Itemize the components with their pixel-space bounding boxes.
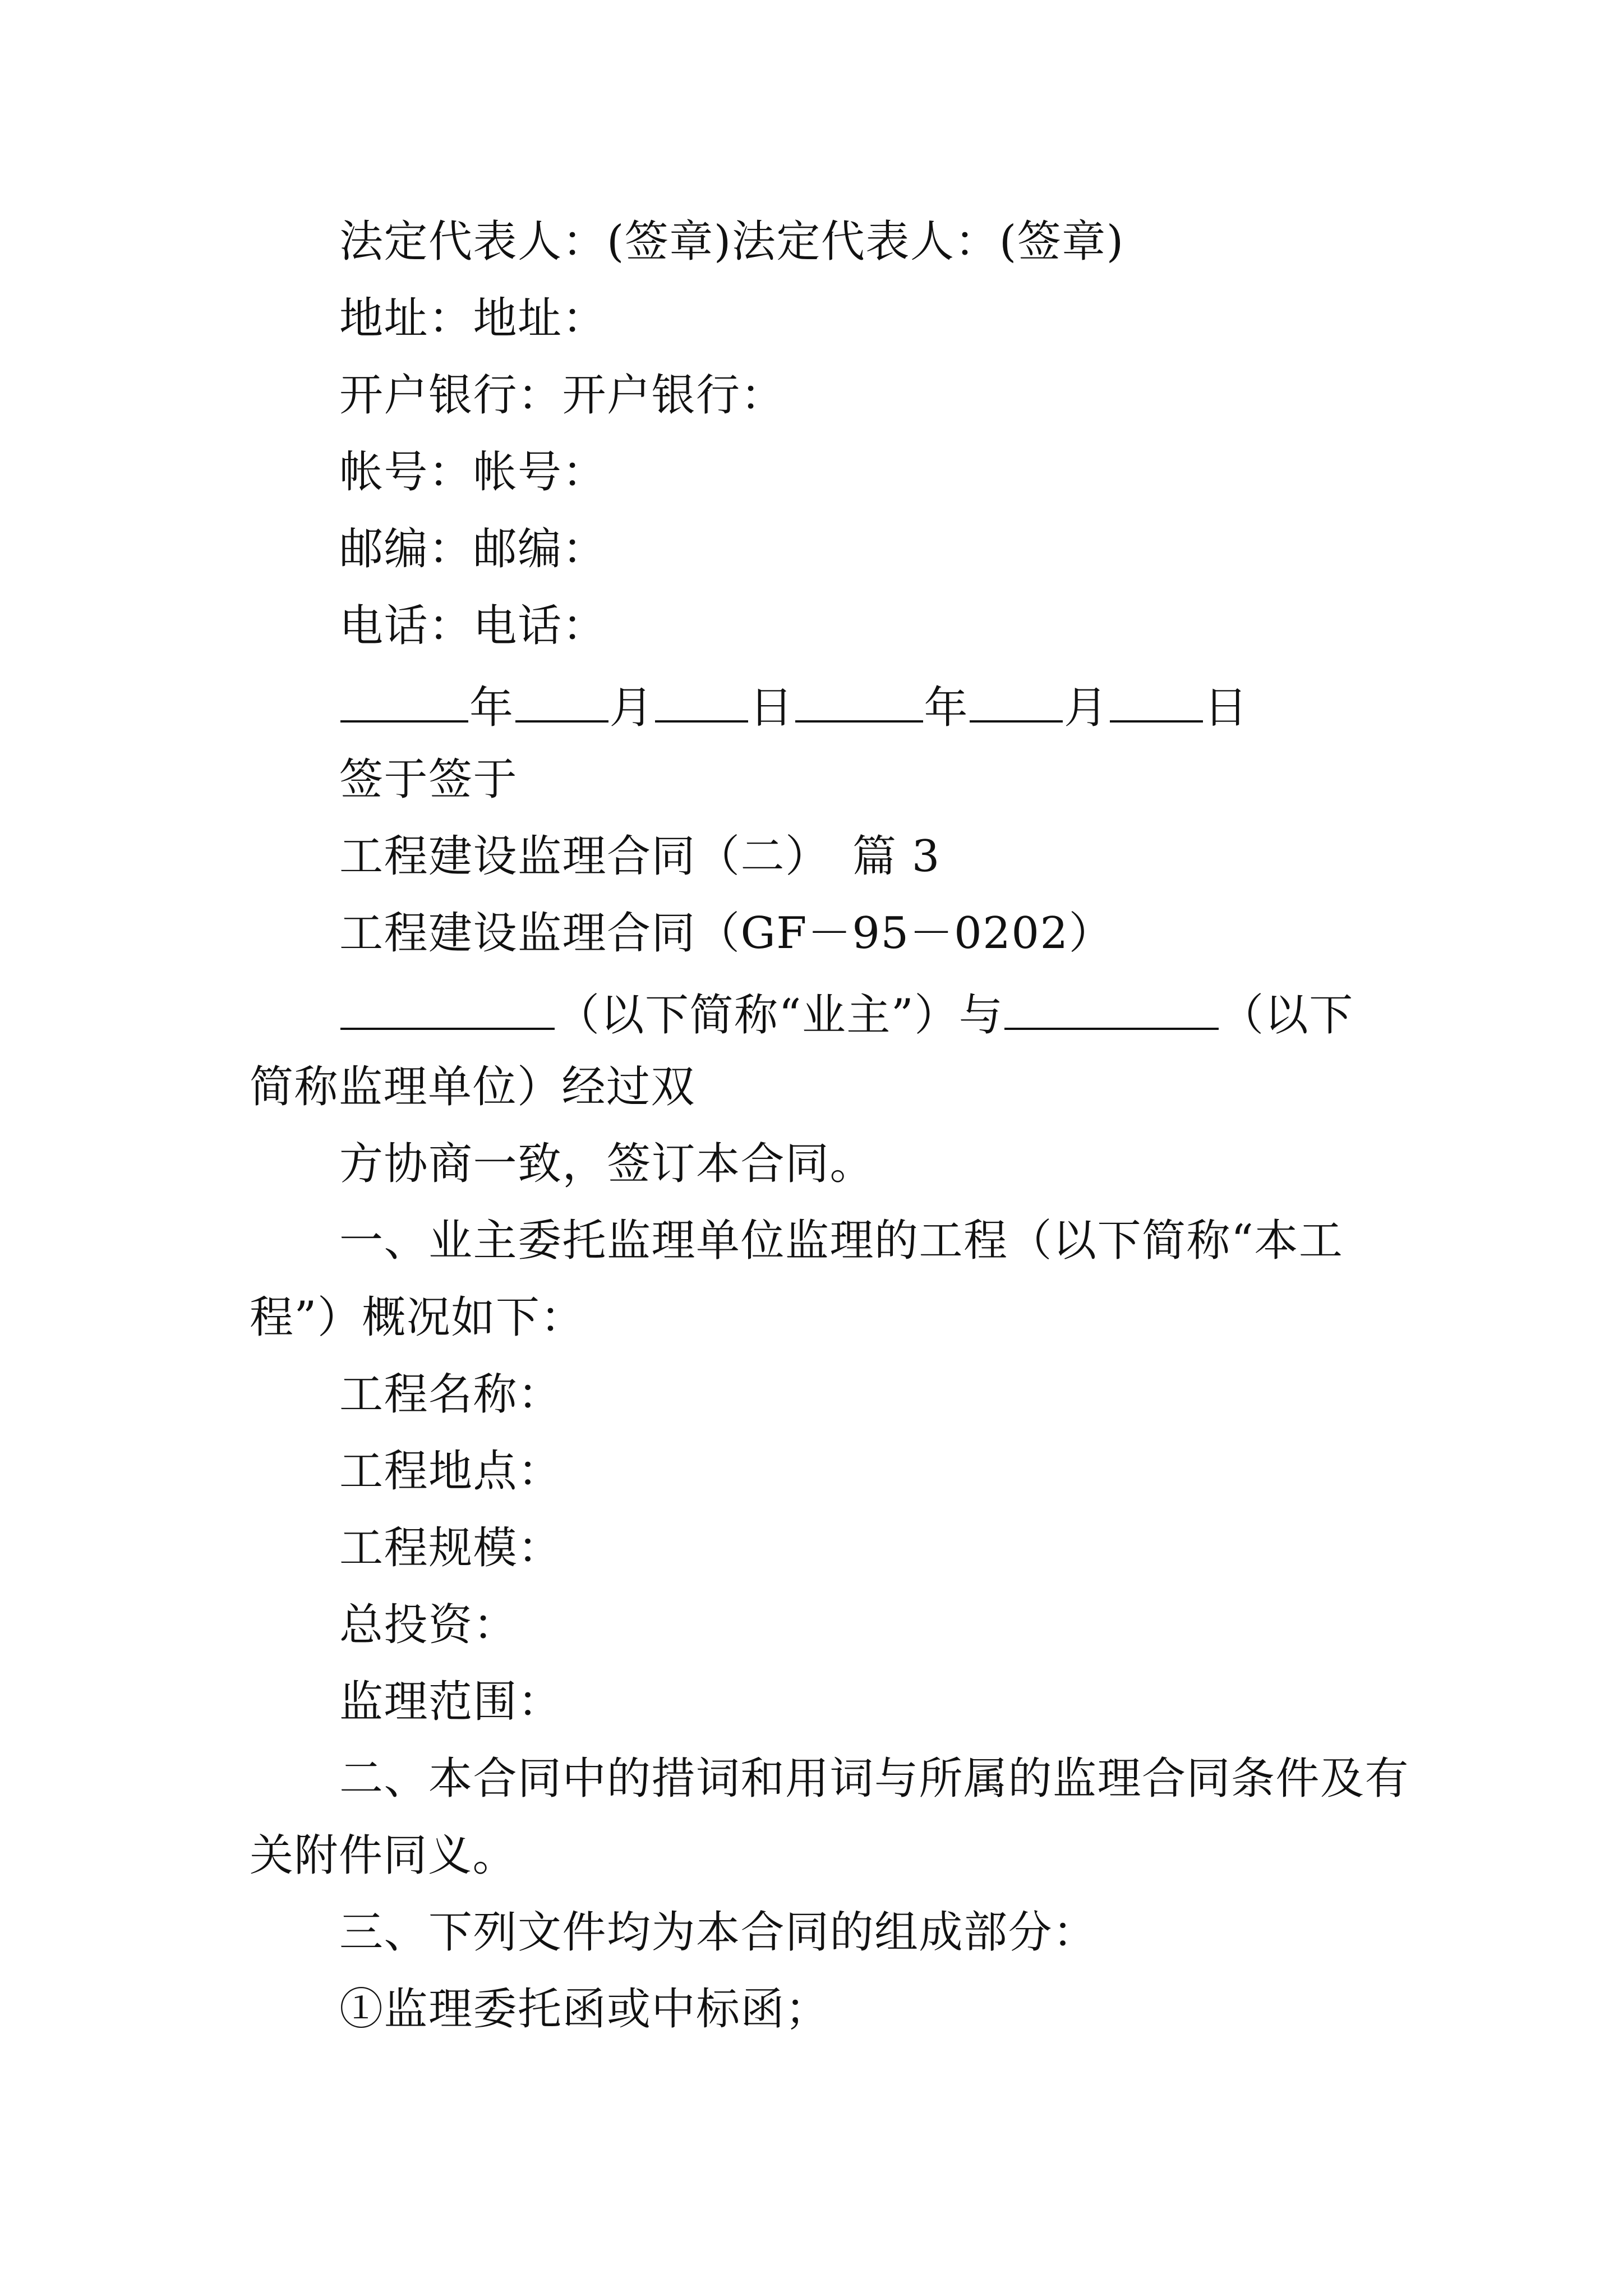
year-label: 年 [469,683,514,733]
total-investment-field: 总投资： [339,1600,518,1650]
list-item: ①监理委托函或中标函； [339,1984,830,2035]
blank-field [655,681,748,723]
day-label: 日 [749,683,794,733]
month-label: 月 [1064,683,1109,733]
parties-line [339,988,1354,1041]
blank-field [340,988,555,1030]
text-line: 地址：地址： [339,293,607,344]
blank-field [1004,988,1219,1030]
text-line: 关附件同义。 [250,1830,518,1881]
parties-text: （以下简称“业主”）与 [556,990,1004,1041]
blank-field [795,681,923,723]
supervision-scope-field: 监理范围： [339,1677,562,1727]
contract-title: 工程建设监理合同（GF－95－0202） [339,908,1114,959]
text-line: 法定代表人：(签章)法定代表人：(签章) [339,217,1124,267]
month-label: 月 [609,683,654,733]
text-line: 电话：电话： [339,601,607,651]
text-line: 程”）概况如下： [250,1292,585,1343]
text-line: 开户银行：开户银行： [339,370,786,421]
project-name-field: 工程名称： [339,1369,562,1420]
year-label: 年 [924,683,969,733]
text-line: 帐号：帐号： [339,447,607,498]
day-label: 日 [1204,683,1249,733]
blank-field [1110,681,1203,723]
clause-1: 一、业主委托监理单位监理的工程（以下简称“本工 [339,1216,1344,1266]
blank-field [515,681,608,723]
parties-text-tail: （以下 [1220,990,1354,1041]
project-location-field: 工程地点： [339,1446,562,1497]
project-scale-field: 工程规模： [339,1523,562,1573]
text-line: 邮编：邮编： [339,524,607,574]
blank-field [340,681,468,723]
text-line: 签于签于 [339,754,518,805]
section-heading: 工程建设监理合同（二） 篇 3 [339,831,940,882]
clause-2: 二、本合同中的措词和用词与所属的监理合同条件及有 [339,1754,1410,1804]
blank-field [970,681,1063,723]
clause-3: 三、下列文件均为本合同的组成部分： [339,1907,1098,1958]
text-line: 简称监理单位）经过双 [250,1062,696,1112]
text-line: 方协商一致，签订本合同。 [339,1139,875,1189]
date-line [339,681,1249,733]
